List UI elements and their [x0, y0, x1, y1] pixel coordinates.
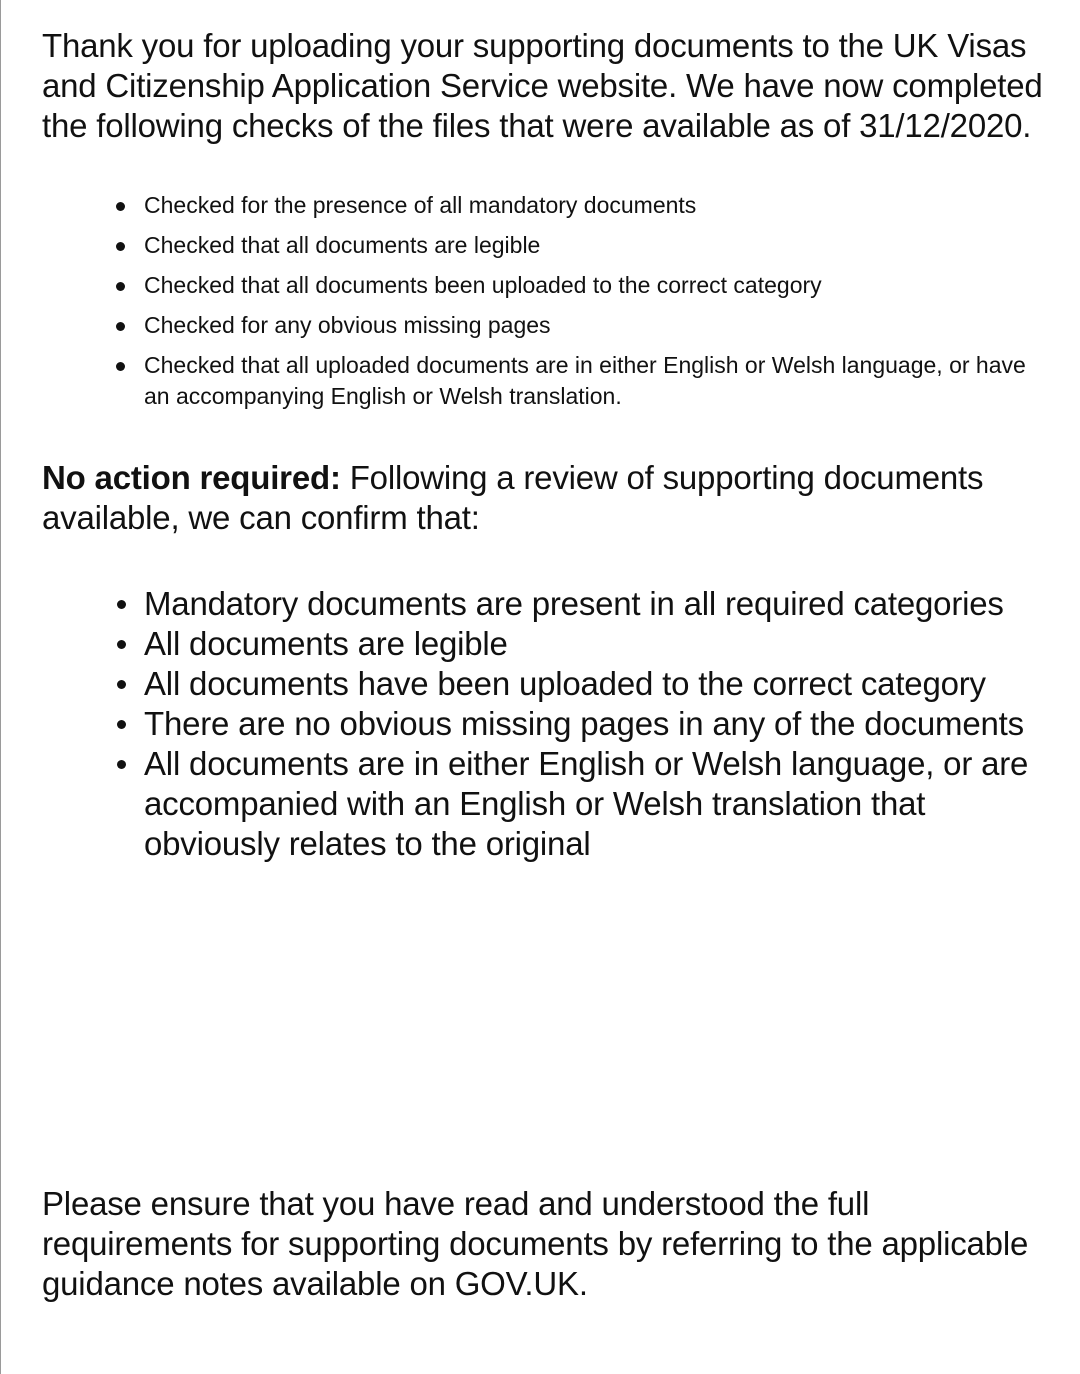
check-item: Checked for any obvious missing pages	[144, 310, 1052, 341]
check-item: Checked that all uploaded documents are in either English or Welsh language, or have an accompanying English or Welsh translation.	[144, 350, 1052, 412]
check-item: Checked that all documents been uploaded to the correct category	[144, 270, 1052, 301]
intro-paragraph: Thank you for uploading your supporting documents to the UK Visas and Citizenship Application Service website. We have now completed the following checks of the files that were available as of 31/12/2020.	[42, 27, 1043, 144]
document-body	[42, 26, 1052, 864]
status-paragraph	[42, 458, 1052, 538]
checks-list	[42, 190, 1052, 412]
result-item: There are no obvious missing pages in any of the documents	[144, 704, 1052, 744]
page-left-border	[0, 0, 1, 1374]
footer-paragraph: Please ensure that you have read and understood the full requirements for supporting documents by referring to the applicable guidance notes available on GOV.UK.	[42, 1185, 1029, 1302]
result-item: Mandatory documents are present in all required categories	[144, 584, 1052, 624]
check-item: Checked that all documents are legible	[144, 230, 1052, 261]
result-item: All documents are legible	[144, 624, 1052, 664]
results-list	[42, 584, 1052, 864]
check-item: Checked for the presence of all mandatory documents	[144, 190, 1052, 221]
status-text: Following a review of supporting documents available, we can confirm that:	[42, 459, 984, 536]
status-label: No action required:	[42, 459, 341, 496]
result-item: All documents have been uploaded to the correct category	[144, 664, 1052, 704]
result-item: All documents are in either English or Welsh language, or are accompanied with an English or Welsh translation that obviously relates to the original	[144, 744, 1052, 864]
